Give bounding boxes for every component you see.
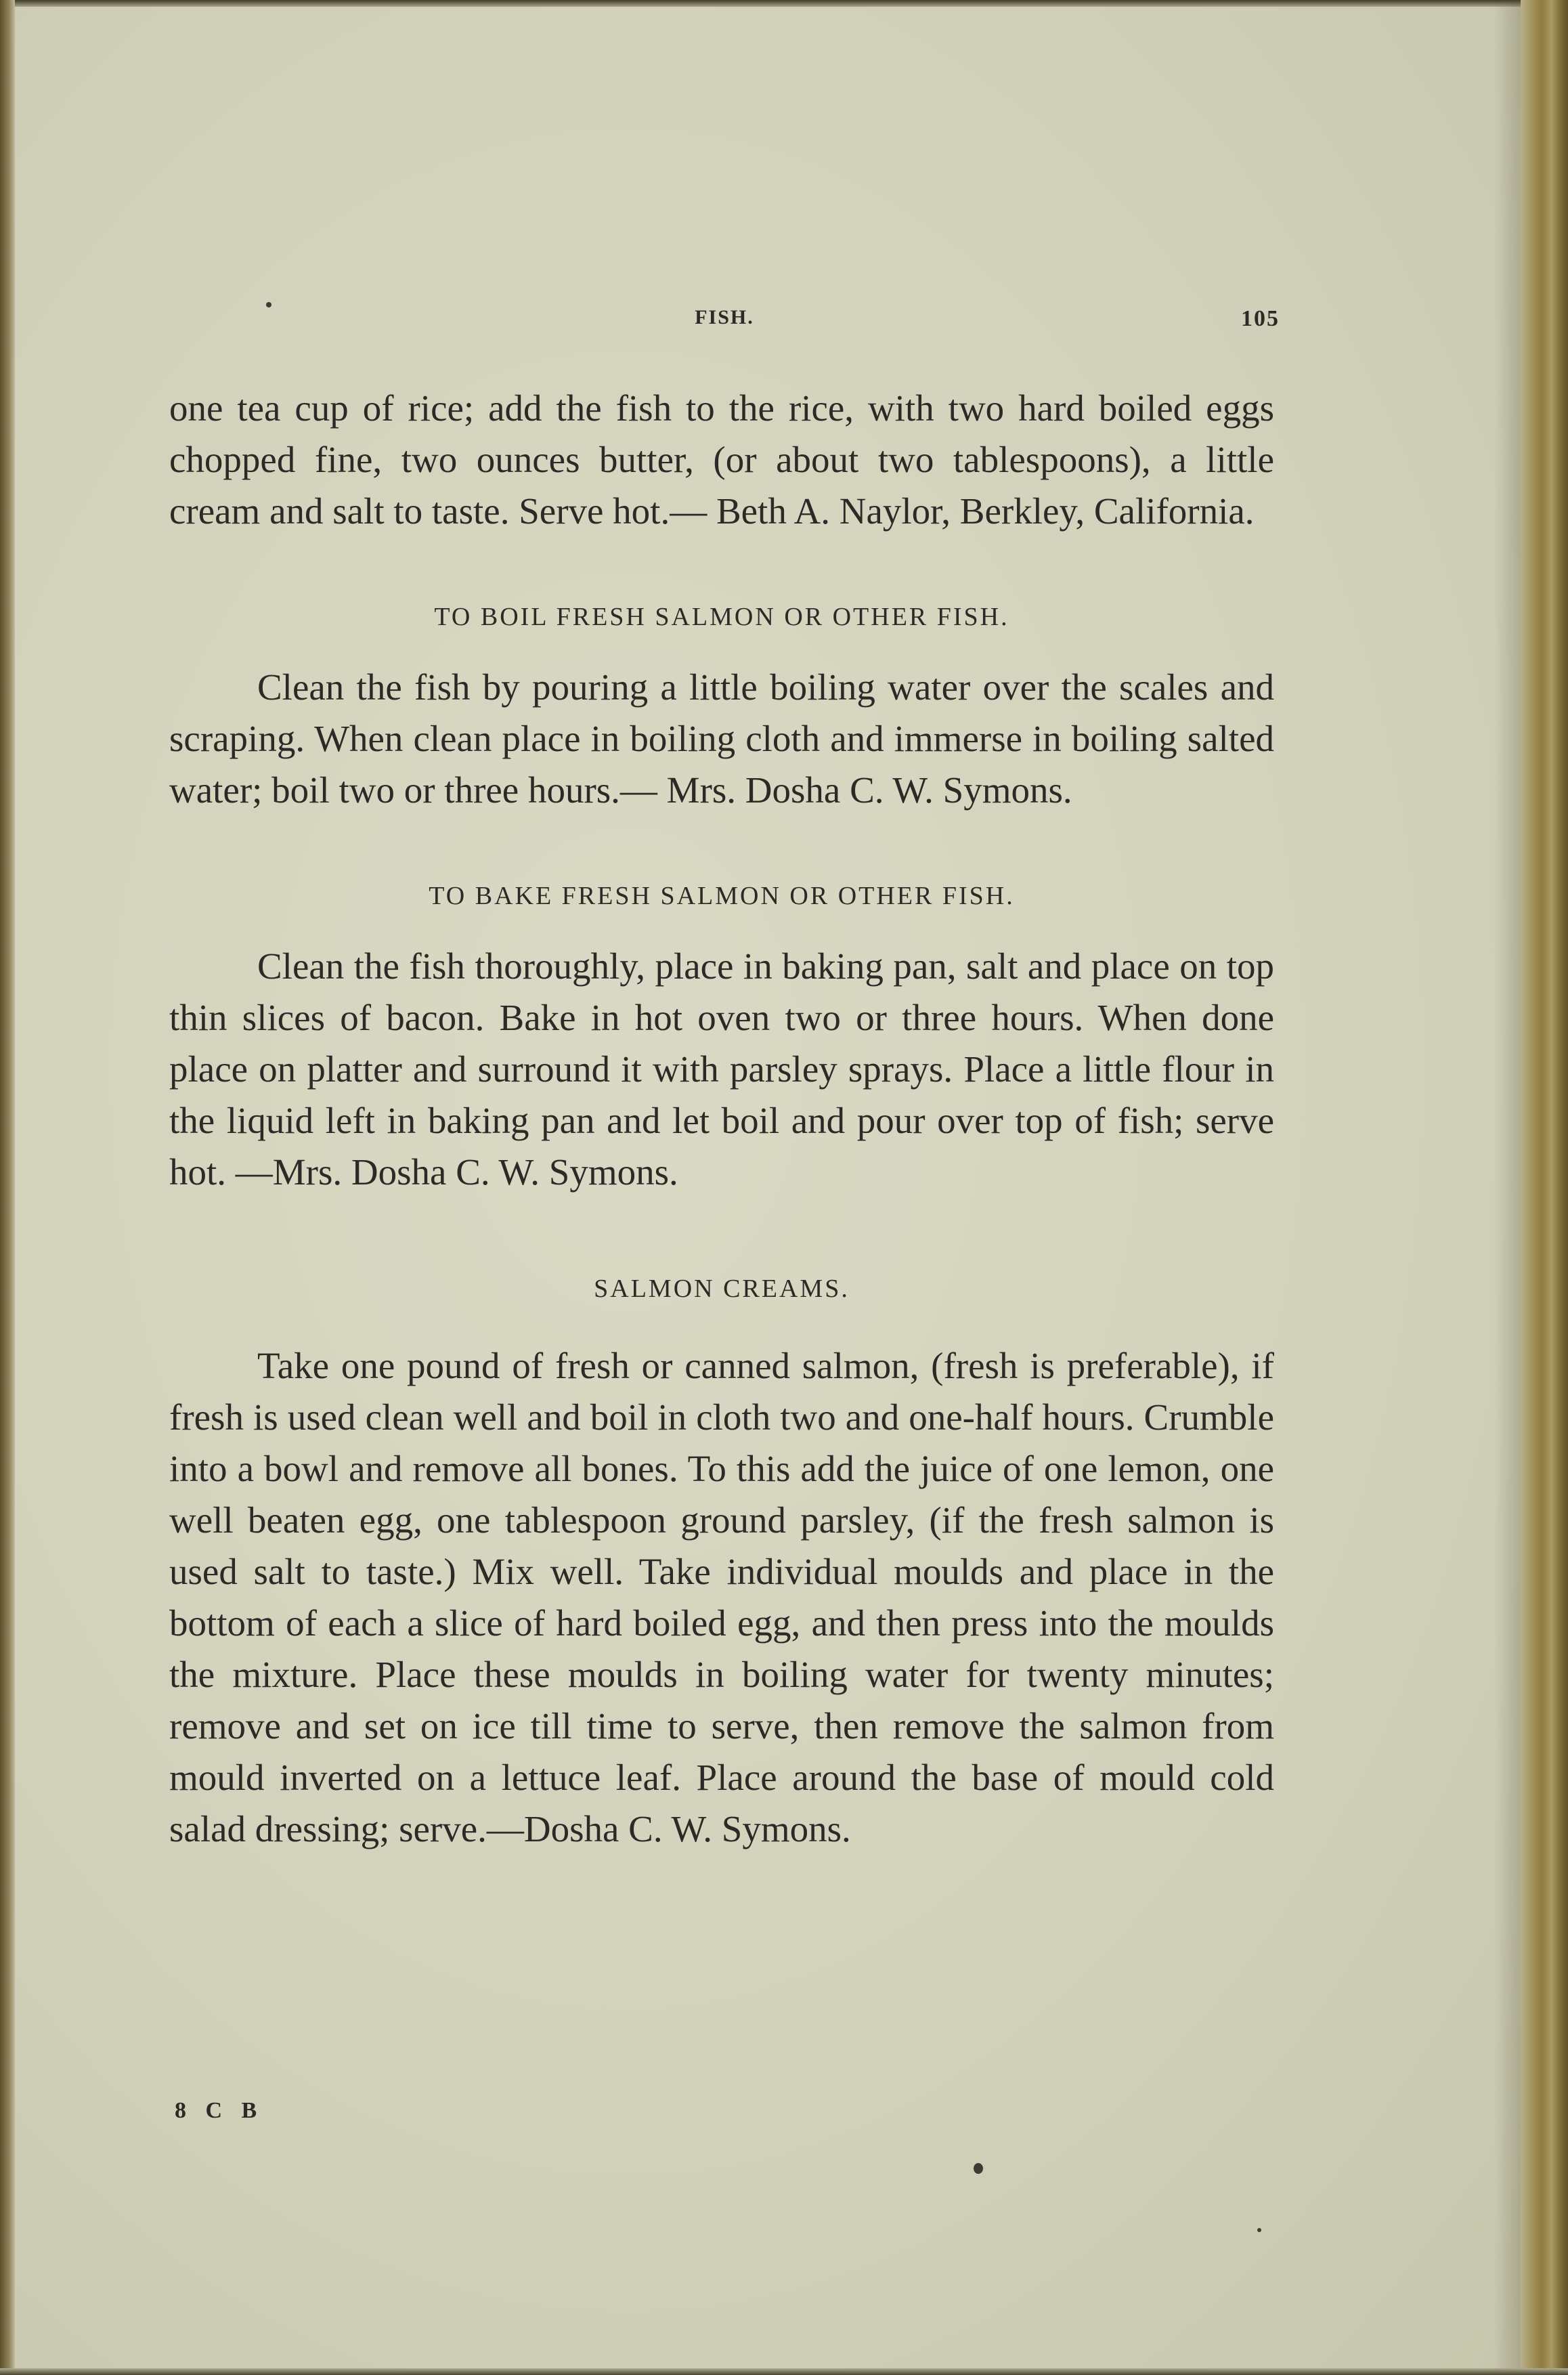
recipe-paragraph-bake-salmon: Clean the fish thoroughly, place in baking pan, salt and place on top thin slices of bacon. Bake in hot oven two or three hours. When done place on platter and surround it with parsley sprays. Place a little flour in the liquid left in baking pan and let boil and pour over top of fish; serve hot. —Mrs. Dosha C. W. Symons.	[169, 945, 1274, 1193]
page-fore-edge	[1521, 0, 1568, 2375]
recipe-heading-boil-salmon: TO BOIL FRESH SALMON OR OTHER FISH.	[434, 603, 1009, 631]
recipe-paragraph-salmon-creams: Take one pound of fresh or canned salmon, (fresh is preferable), if fresh is used clean well and boil in cloth two and one-half hours. Crumble into a bowl and remove all bones. To this add the juice of one lemon, one well beaten egg, one tablespoon ground parsley, (if the fresh salmon is used salt to taste.) Mix well. Take individual moulds and place in the bottom of each a slice of hard boiled egg, and then press into the moulds the mixture. Place these moulds in boiling water for twenty minutes; remove and set on ice till time to serve, then remove the salmon from mould inverted on a lettuce leaf. Place around the base of mould cold salad dressing; serve.—Dosha C. W. Symons.	[169, 1345, 1274, 1849]
ink-speck	[1257, 2228, 1261, 2232]
running-header	[169, 306, 1280, 340]
page-fore-shadow	[1494, 0, 1521, 2375]
page-spine-edge	[0, 0, 15, 2375]
ink-speck	[266, 302, 271, 307]
recipe-heading-salmon-creams: SALMON CREAMS.	[594, 1275, 850, 1303]
printer-signature-mark: 8 C B	[175, 2098, 264, 2123]
recipe-paragraph-boil-salmon: Clean the fish by pouring a little boiling water over the scales and scraping. When clean place in boiling cloth and immerse in boiling salted water; boil two or three hours.— Mrs. Dosha C. W. Symons.	[169, 666, 1274, 811]
page-number: 105	[1241, 306, 1280, 331]
page-bottom-edge	[0, 2368, 1568, 2375]
page-body	[169, 383, 1274, 1855]
running-title: FISH.	[695, 306, 754, 328]
recipe-heading-bake-salmon: TO BAKE FRESH SALMON OR OTHER FISH.	[429, 882, 1015, 910]
continued-recipe-paragraph: one tea cup of rice; add the fish to the rice, with two hard boiled eggs chopped fine, two ounces butter, (or about two tablespoons), a little cream and salt to taste. Serve hot.— Beth A. Naylor, Berkley, California.	[169, 387, 1274, 532]
page-top-edge	[0, 0, 1568, 7]
ink-speck	[974, 2163, 983, 2174]
